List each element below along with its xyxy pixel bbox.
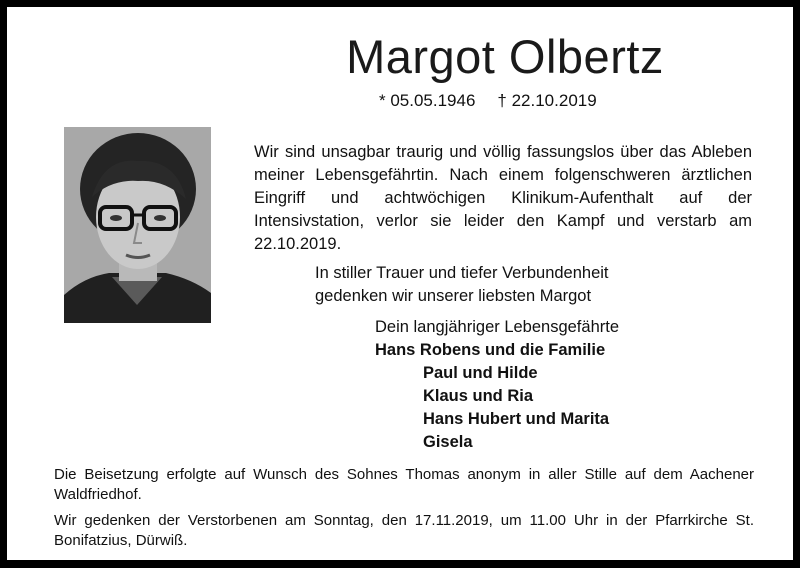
deceased-name: Margot Olbertz: [346, 30, 664, 83]
signer-name: Paul und Hilde: [423, 364, 538, 382]
memorial-service-note: Wir gedenken der Verstorbenen am Sonntag, den 17.11.2019, um 11.00 Uhr in der Pfarrkirche St. Bonifatzius, Dürwiß.: [54, 512, 754, 549]
signer-name: Klaus und Ria: [423, 387, 534, 405]
signer-name: Hans Robens und die Familie: [375, 341, 606, 359]
mourning-lines: [315, 262, 735, 308]
birth-date: * 05.05.1946: [379, 91, 476, 110]
obituary-notice: [7, 7, 793, 560]
burial-note: Die Beisetzung erfolgte auf Wunsch des Sohnes Thomas anonym in aller Stille auf dem Aachener Waldfriedhof.: [54, 466, 754, 503]
portrait-photo: [64, 127, 211, 323]
mourning-line: gedenken wir unserer liebsten Margot: [315, 287, 592, 305]
life-dates: [379, 91, 597, 111]
signer-name: Gisela: [423, 433, 473, 451]
intro-paragraph: Wir sind unsagbar traurig und völlig fassungslos über das Ableben meiner Lebensgefährtin. Nach einem folgenschweren ärztlichen Eingriff und achtwöchigen Klinikum-Aufenthalt auf der Intensivstation, verlor sie leider den Kampf und verstarb am 22.10.2019.: [254, 143, 752, 253]
mourning-line: In stiller Trauer und tiefer Verbundenheit: [315, 264, 609, 282]
partner-label: Dein langjähriger Lebensgefährte: [375, 318, 620, 336]
signers-list: [375, 316, 755, 454]
death-date: † 22.10.2019: [497, 91, 597, 110]
signer-name: Hans Hubert und Marita: [423, 410, 610, 428]
portrait-photo-icon: [64, 127, 211, 323]
